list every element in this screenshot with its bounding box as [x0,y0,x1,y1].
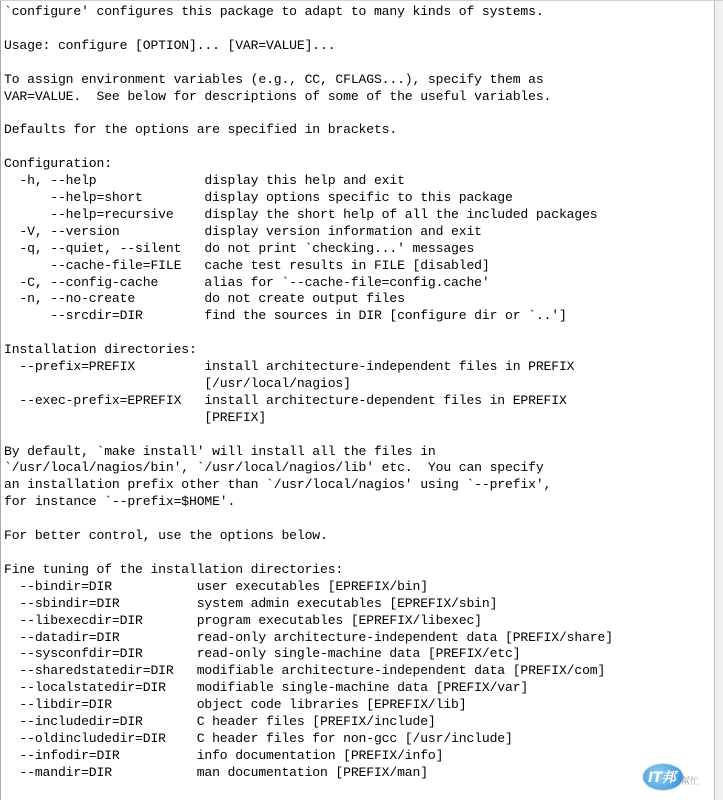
terminal-line: Usage: configure [OPTION]... [VAR=VALUE]... [4,37,336,53]
terminal-line: --mandir=DIR man documentation [PREFIX/man] [4,764,428,780]
terminal-line: --cache-file=FILE cache test results in FILE [disabled] [4,257,490,273]
vertical-scrollbar[interactable] [714,1,723,800]
terminal-line: For better control, use the options below. [4,528,328,544]
terminal-line: an installation prefix other than `/usr/local/nagios' using `--prefix', [4,477,552,493]
terminal-line: --includedir=DIR C header files [PREFIX/include] [4,714,436,730]
terminal-line: [PREFIX] [4,409,267,425]
terminal-line [4,427,613,444]
terminal-line: -n, --no-create do not create output files [4,291,405,307]
terminal-line: --sysconfdir=DIR read-only single-machine data [PREFIX/etc] [4,646,521,662]
terminal-line: --sharedstatedir=DIR modifiable architecture-independent data [PREFIX/com] [4,663,606,679]
terminal-line: --libdir=DIR object code libraries [EPREFIX/lib] [4,697,467,713]
terminal-line: --oldincludedir=DIR C header files for non-gcc [/usr/include] [4,730,513,746]
watermark-sub-text: 幫忙 [681,777,700,787]
terminal-line: -C, --config-cache alias for `--cache-file=config.cache' [4,274,490,290]
terminal-line: --localstatedir=DIR modifiable single-machine data [PREFIX/var] [4,680,529,696]
terminal-line: --sbindir=DIR system admin executables [EPREFIX/sbin] [4,595,498,611]
terminal-line: --help=recursive display the short help of all the included packages [4,206,598,222]
terminal-line: By default, `make install' will install all the files in [4,443,436,459]
terminal-line: Fine tuning of the installation directories: [4,561,344,577]
terminal-line: -h, --help display this help and exit [4,173,405,189]
terminal-line: Configuration: [4,156,112,172]
ithelp-watermark-logo [643,764,701,794]
terminal-line: To assign environment variables (e.g., CC, CFLAGS...), specify them as [4,71,544,87]
terminal-line: --help=short display options specific to this package [4,189,513,205]
terminal-line: --infodir=DIR info documentation [PREFIX/info] [4,747,444,763]
terminal-line [4,55,613,72]
terminal-output [4,4,613,782]
terminal-line: --datadir=DIR read-only architecture-independent data [PREFIX/share] [4,629,613,645]
terminal-line: --bindir=DIR user executables [EPREFIX/bin] [4,578,428,594]
terminal-line: `/usr/local/nagios/bin', `/usr/local/nagios/lib' etc. You can specify [4,460,544,476]
watermark-logo-text: IT邦 [648,770,676,786]
terminal-line: -q, --quiet, --silent do not print `checking...' messages [4,240,475,256]
terminal-line: for instance `--prefix=$HOME'. [4,494,236,510]
terminal-line: --prefix=PREFIX install architecture-independent files in PREFIX [4,359,575,375]
terminal-line: VAR=VALUE. See below for descriptions of some of the useful variables. [4,88,552,104]
terminal-line [4,545,613,562]
terminal-line [4,105,613,122]
terminal-line [4,511,613,528]
terminal-line: Defaults for the options are specified in brackets. [4,122,398,138]
terminal-line [4,139,613,156]
terminal-line: Installation directories: [4,342,197,358]
terminal-line: -V, --version display version information and exit [4,223,482,239]
terminal-line: --libexecdir=DIR program executables [EPREFIX/libexec] [4,612,482,628]
terminal-line: --exec-prefix=EPREFIX install architecture-dependent files in EPREFIX [4,392,567,408]
terminal-line [4,325,613,342]
terminal-line [4,21,613,38]
terminal-line: `configure' configures this package to adapt to many kinds of systems. [4,4,544,19]
terminal-line: --srcdir=DIR find the sources in DIR [configure dir or `..'] [4,308,567,324]
terminal-line: [/usr/local/nagios] [4,375,351,391]
